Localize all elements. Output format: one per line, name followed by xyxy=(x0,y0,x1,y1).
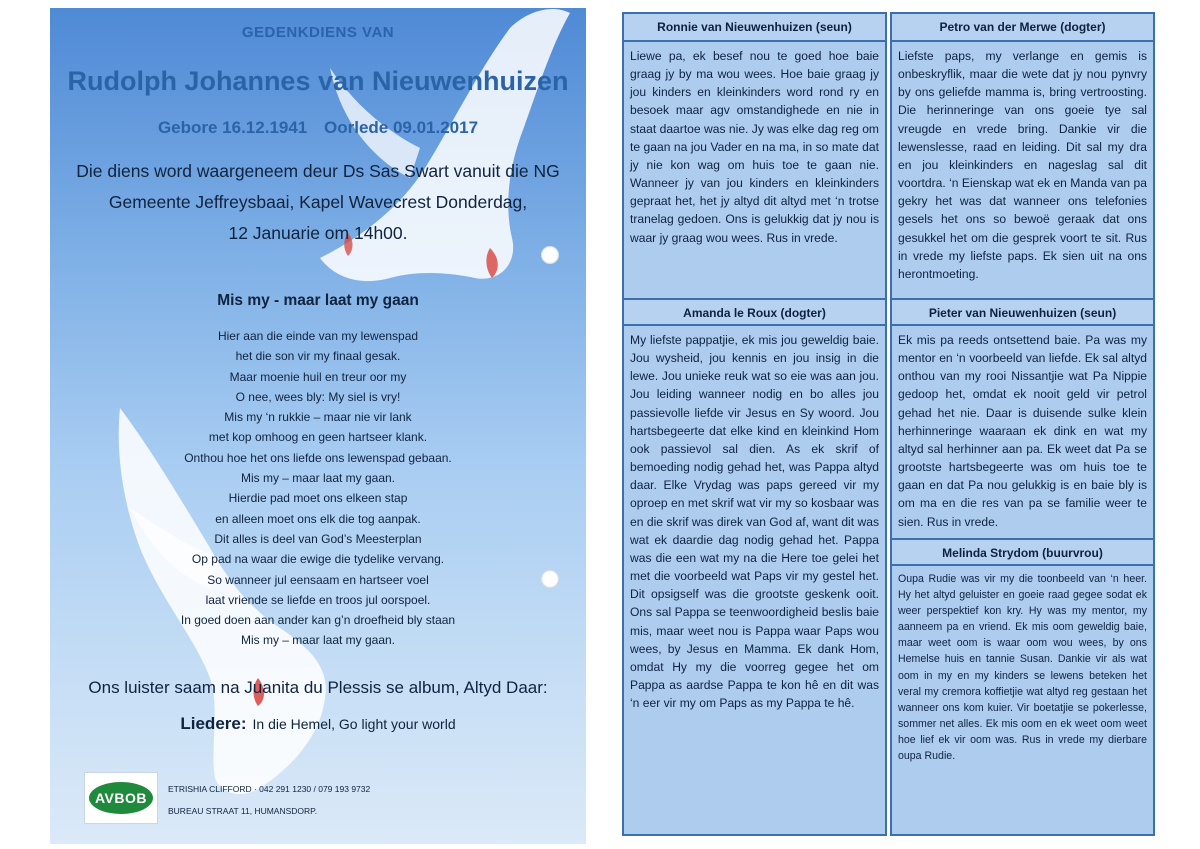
album-note: Ons luister saam na Juanita du Plessis se album, Altyd Daar: xyxy=(88,678,548,697)
death-date: Oorlede 09.01.2017 xyxy=(324,118,479,137)
birth-date: Gebore 16.12.1941 xyxy=(157,118,308,137)
poem-line: Mis my – maar laat my gaan. xyxy=(240,633,396,648)
sponsor-block xyxy=(84,772,434,824)
poem-line: In goed doen aan ander kan g’n droefheid bly staan xyxy=(180,613,456,628)
avbob-logo-mark: AVBOB xyxy=(89,782,153,814)
songs-list: In die Hemel, Go light your world xyxy=(252,716,456,732)
tribute-text: Liefste paps, my verlange en gemis is onbeskryflik, maar die wete dat jy nou pynvry by ons geliefde mamma is, bring vertroosting. Die herinneringe van ons goeie tye sal vreugde en vrede bring. Dankie vir die lewenslesse, raad en leiding. Dit sal my dra en jou kleinkinders en nageslag sal dit voortdra. ‘n Eienskap wat ek en Manda van pa gekry het was dat wanneer ons telefonies gesels het ons so bewoë geraak dat ons gesukkel het om die gesprek voort te sit. Rus in vrede my liefste paps. Ek sien uit na ons herontmoeting. xyxy=(898,49,1147,281)
deceased-name: Rudolph Johannes van Nieuwenhuizen xyxy=(67,66,569,96)
memorial-panel xyxy=(50,8,586,844)
poem-line: en alleen moet ons elk die tog aanpak. xyxy=(215,511,421,526)
sponsor-contact: ETRISHIA CLIFFORD · 042 291 1230 / 079 193 9732 xyxy=(168,784,371,794)
tribute-text: Oupa Rudie was vir my die toonbeeld van ‘n heer. Hy het altyd geluister en goeie raad gegee sodat ek weer perspektief kon kry. Hy was my mentor, my aanneem pa en vriend. Ek mis oom geweldig baie, maar weet oom is waar oom wou wees, by ons Hemelse huis en tannie Susan. Dankie vir als wat oom in my en my kinders se lewens beteken het veral my cremora koffietjie wat altyd reg gestaan het wanneer ons kom kuier. Vir boetatjie se pokerlesse, sommer net alles. Ek mis oom en ek weet oom weet hoe lief ek vir oom was. Rus in vrede my dierbare oupa Rudie. xyxy=(898,573,1147,763)
memorial-kicker: GEDENKDIENS VAN xyxy=(241,24,395,41)
poem-line: Op pad na waar die ewige die tydelike vervang. xyxy=(191,552,445,567)
tribute-melinda xyxy=(892,538,1153,764)
tribute-text: My liefste pappatjie, ek mis jou geweldig baie. Jou wysheid, jou kennis en jou insig in die lewe. Jou unieke reuk wat so eie was aan jou. Jou leiding wanneer nodig en bo alles jou passievolle liefde vir Jesus en Sy woord. Jou hartsbegeerte dat elke kind en kleinkind Hom ook passievol sal dien. As ek skrif of bemoeding nodig gehad het, was Pappa altyd daar. Elke Vrydag was paps gereed vir my oproep en met skrif wat vir my so kosbaar was en die skrif was direk van God af, want dit was wat ek daardie dag nodig gehad het. Pappa was die een wat my na die Here toe gelei het met die voorbeeld wat Paps vir my gestel het. Dit opsigself was die grootste geskenk ooit. Ons sal Pappa se teenwoordigheid beslis baie mis, maar weet nou is Pappa waar Paps wou wees, by Jesus en Mamma. Ek dank Hom, omdat Hy my die voorreg gegee het om Pappa as aardse Pappa te kon hê en dit was ‘n eer vir my om Paps as my Pappa te hê. xyxy=(630,333,879,711)
tribute-title: Melinda Strydom (buurvrou) xyxy=(892,538,1153,566)
sponsor-address: BUREAU STRAAT 11, HUMANSDORP. xyxy=(168,806,318,816)
poem-line: Onthou hoe het ons liefde ons lewenspad gebaan. xyxy=(184,450,452,465)
service-line: Gemeente Jeffreysbaai, Kapel Wavecrest Donderdag, xyxy=(108,192,528,212)
poem-line: Mis my – maar laat my gaan. xyxy=(240,471,396,486)
tribute-amanda xyxy=(624,298,885,712)
poem-title: Mis my - maar laat my gaan xyxy=(217,292,419,309)
poem-line: So wanneer jul eensaam en hartseer voel xyxy=(207,572,429,587)
tribute-column-left xyxy=(622,12,887,836)
poem-line: Maar moenie huil en treur oor my xyxy=(229,369,407,384)
tribute-pieter xyxy=(892,298,1153,531)
poem-line: Mis my ‘n rukkie – maar nie vir lank xyxy=(224,410,412,425)
service-line: 12 Januarie om 14h00. xyxy=(228,223,408,243)
punch-hole xyxy=(541,246,559,264)
tribute-title: Amanda le Roux (dogter) xyxy=(624,298,885,326)
service-line: Die diens word waargeneem deur Ds Sas Swart vanuit die NG xyxy=(76,161,560,181)
tribute-title: Petro van der Merwe (dogter) xyxy=(892,14,1153,42)
tribute-petro xyxy=(892,14,1153,283)
poem-line: het die son vir my finaal gesak. xyxy=(235,349,401,364)
tribute-column-right xyxy=(890,12,1155,836)
tribute-title: Pieter van Nieuwenhuizen (seun) xyxy=(892,298,1153,326)
poem-line: O nee, wees bly: My siel is vry! xyxy=(235,389,401,404)
poem-line: Hierdie pad moet ons elkeen stap xyxy=(228,491,408,506)
poem-line: met kop omhoog en geen hartseer klank. xyxy=(208,430,428,445)
songs-label: Liedere: xyxy=(180,714,247,733)
poem-line: Dit alles is deel van God’s Meesterplan xyxy=(214,531,422,546)
avbob-logo xyxy=(84,772,158,824)
life-dates xyxy=(50,118,586,138)
tribute-ronnie xyxy=(624,14,885,247)
tribute-text: Liewe pa, ek besef nou te goed hoe baie graag jy by ma wou wees. Hoe baie graag jy jou kinders en kleinkinders word rond ry en besoek maar agv omstandighede en nie in staat daartoe was nie. Jy was elke dag reg om te gaan na jou Vader en na ma, in so mate dat jy nie kon wag om huis toe te gaan nie. Wanneer jy van jou kinders en kleinkinders gepraat het, het jy altyd dit altyd met ‘n trotse tranelag gedoen. Ons is gelukkig dat jy nou is waar jy graag wou wees. Rus in vrede. xyxy=(630,49,879,245)
poem xyxy=(50,326,586,651)
service-details xyxy=(70,156,566,249)
poem-line: Hier aan die einde van my lewenspad xyxy=(217,329,419,343)
poem-line: laat vriende se liefde en troos jul oorspoel. xyxy=(205,592,431,607)
punch-hole xyxy=(541,570,559,588)
tribute-text: Ek mis pa reeds ontsettend baie. Pa was my mentor en ‘n voorbeeld van liefde. Ek sal altyd onthou van my rooi Nissantjie wat Pa Nippie gedoop het, omdat ek nooit geld vir petrol gehad het nie. Daar is duisende sulke klein herhinneringe waaraan ek dink en wat my altyd sal herhinner aan pa. Ek weet dat Pa se grootste hartsbegeerte was om huis toe te gaan en dat Pa nou gelukkig is en baie bly is om ma en die res van pa se familie weer te sien. Rus in vrede. xyxy=(898,333,1147,529)
songs-line xyxy=(50,714,586,734)
tribute-title: Ronnie van Nieuwenhuizen (seun) xyxy=(624,14,885,42)
